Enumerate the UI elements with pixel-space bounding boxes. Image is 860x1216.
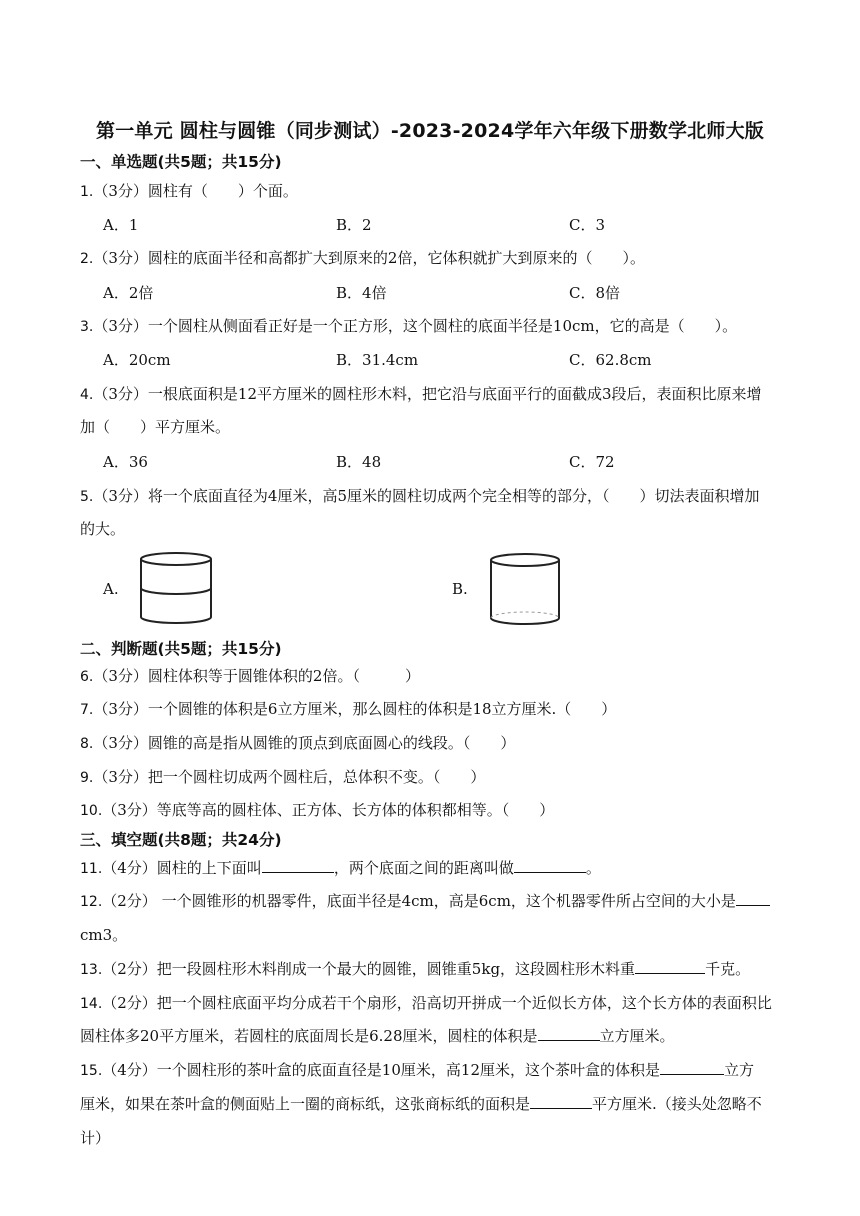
question-number: 5.	[80, 489, 94, 505]
question-15-line-2	[80, 1093, 762, 1114]
question-number: 4.	[80, 387, 94, 403]
answer-blank[interactable]	[660, 1060, 724, 1075]
question-text: 。	[585, 859, 601, 877]
question-12-line-1	[80, 890, 770, 911]
question-15-line-3: 计）	[80, 1129, 111, 1147]
question-12-line-2: cm3。	[80, 926, 128, 944]
question-text: （3分）圆锥的高是指从圆锥的顶点到底面圆心的线段。（ ）	[93, 734, 516, 752]
question-text: （3分）圆柱的底面半径和高都扩大到原来的2倍，它体积就扩大到原来的（ ）。	[93, 249, 645, 267]
q4-option-c: C．72	[569, 453, 615, 471]
question-number: 2.	[80, 251, 94, 267]
question-5-line-1	[80, 485, 760, 506]
question-1	[80, 180, 298, 201]
question-number: 10.	[80, 803, 103, 819]
question-text: （3分）一个圆柱从侧面看正好是一个正方形，这个圆柱的底面半径是10cm，它的高是（ ）。	[93, 317, 738, 335]
question-text: （2分）把一段圆柱形木料削成一个最大的圆锥，圆锥重5kg，这段圆柱形木料重	[102, 960, 636, 978]
question-text: （2分）把一个圆柱底面平均分成若干个扇形，沿高切开拼成一个近似长方体，这个长方体的表面积比	[102, 994, 772, 1012]
question-text: （2分） 一个圆锥形的机器零件，底面半径是4cm，高是6cm，这个机器零件所占空间的大小是	[102, 892, 736, 910]
question-10	[80, 799, 554, 820]
question-9	[80, 766, 485, 787]
question-number: 11.	[80, 861, 103, 877]
question-number: 6.	[80, 669, 94, 685]
question-number: 13.	[80, 962, 103, 978]
q4-option-b: B．48	[336, 453, 382, 471]
page-title: 第一单元 圆柱与圆锥（同步测试）-2023-2024学年六年级下册数学北师大版	[96, 120, 764, 142]
question-text: （3分）把一个圆柱切成两个圆柱后，总体积不变。（ ）	[93, 768, 486, 786]
question-15-line-1	[80, 1059, 754, 1080]
q3-option-b: B．31.4cm	[336, 351, 419, 369]
question-number: 15.	[80, 1063, 103, 1079]
question-text: （3分）等底等高的圆柱体、正方体、长方体的体积都相等。（ ）	[102, 801, 555, 819]
question-number: 3.	[80, 319, 94, 335]
q3-option-c: C．62.8cm	[569, 351, 652, 369]
q1-option-b: B．2	[336, 216, 372, 234]
q2-option-c: C．8倍	[569, 284, 621, 302]
q3-option-a: A．20cm	[103, 351, 171, 369]
question-number: 12.	[80, 894, 103, 910]
section-heading-true-false: 二、判断题(共5题；共15分)	[80, 640, 282, 658]
question-8	[80, 732, 515, 753]
question-text: （4分）一个圆柱形的茶叶盒的底面直径是10厘米，高12厘米，这个茶叶盒的体积是	[102, 1061, 660, 1079]
question-text: 千克。	[705, 960, 751, 978]
question-14-line-1	[80, 992, 772, 1013]
question-5-line-2: 的大。	[80, 520, 126, 538]
question-14-line-2	[80, 1025, 675, 1046]
q4-option-a: A．36	[103, 453, 148, 471]
question-text: （3分）圆柱有（ ）个面。	[93, 182, 298, 200]
question-text: 立方	[724, 1061, 755, 1079]
question-text: （3分）一根底面积是12平方厘米的圆柱形木料，把它沿与底面平行的面截成3段后，表面积比原来增	[93, 385, 762, 403]
q1-option-a: A．1	[103, 216, 139, 234]
question-4-line-2: 加（ ）平方厘米。	[80, 418, 231, 436]
answer-blank[interactable]	[530, 1094, 592, 1109]
question-number: 8.	[80, 736, 94, 752]
question-2	[80, 247, 645, 268]
q2-option-a: A．2倍	[103, 284, 154, 302]
q5-option-b: B.	[452, 580, 468, 598]
question-text: 厘米，如果在茶叶盒的侧面贴上一圈的商标纸，这张商标纸的面积是	[80, 1095, 531, 1113]
question-number: 14.	[80, 996, 103, 1012]
answer-blank[interactable]	[538, 1026, 600, 1041]
question-text: 平方厘米.（接头处忽略不	[592, 1095, 762, 1113]
question-text: 立方厘米。	[599, 1027, 675, 1045]
answer-blank[interactable]	[262, 858, 334, 873]
answer-blank[interactable]	[736, 891, 770, 906]
q2-option-b: B．4倍	[336, 284, 387, 302]
cylinder-horizontal-cut-figure	[138, 550, 214, 626]
question-text: （3分）将一个底面直径为4厘米，高5厘米的圆柱切成两个完全相等的部分，（ ）切法表面积增加	[93, 487, 760, 505]
cylinder-vertical-cut-figure	[485, 551, 565, 627]
question-text: （3分）圆柱体积等于圆锥体积的2倍。（ ）	[93, 667, 420, 685]
question-text: ，两个底面之间的距离叫做	[333, 859, 514, 877]
q5-option-a: A.	[103, 580, 119, 598]
answer-blank[interactable]	[635, 959, 705, 974]
question-6	[80, 665, 420, 686]
answer-blank[interactable]	[514, 858, 586, 873]
section-heading-single-choice: 一、单选题(共5题；共15分)	[80, 153, 282, 171]
question-text: （4分）圆柱的上下面叫	[102, 859, 262, 877]
question-text: 圆柱体多20平方厘米，若圆柱的底面周长是6.28厘米，圆柱的体积是	[80, 1027, 538, 1045]
question-13	[80, 958, 750, 979]
question-text: （3分）一个圆锥的体积是6立方厘米，那么圆柱的体积是18立方厘米.（ ）	[93, 700, 617, 718]
question-3	[80, 315, 737, 336]
question-number: 9.	[80, 770, 94, 786]
question-number: 1.	[80, 184, 94, 200]
question-7	[80, 698, 616, 719]
section-heading-fill-blank: 三、填空题(共8题；共24分)	[80, 831, 282, 849]
q1-option-c: C．3	[569, 216, 606, 234]
question-4-line-1	[80, 383, 762, 404]
question-number: 7.	[80, 702, 94, 718]
question-11	[80, 857, 601, 878]
